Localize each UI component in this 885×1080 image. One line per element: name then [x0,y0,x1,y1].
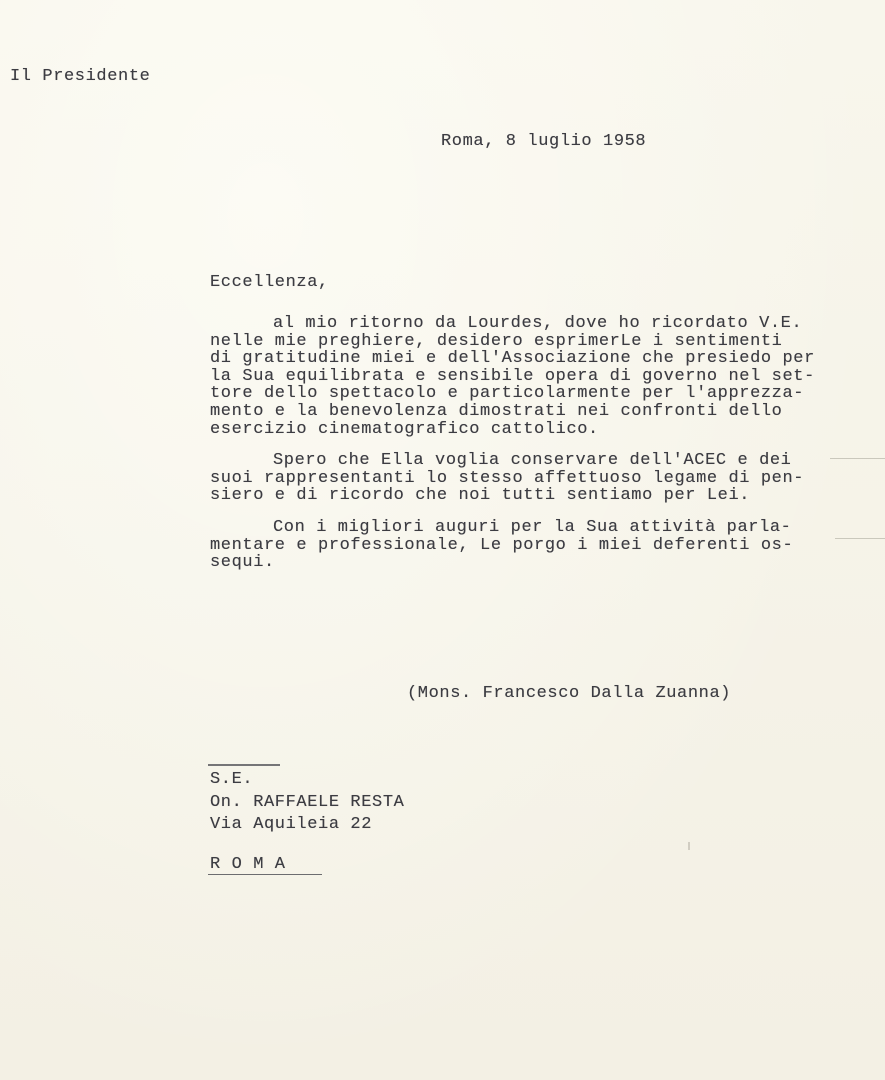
paragraph-gap [210,505,815,519]
recipient-city: R O M A [210,855,286,874]
body-line: mentare e professionale, Le porgo i miei deferenti os- [210,535,794,555]
salutation: Eccellenza, [210,273,329,292]
body-line: tore dello spettacolo e particolarmente per l'apprezza- [210,384,805,404]
recipient-name: On. RAFFAELE RESTA [210,793,405,812]
paper-speck [688,842,690,850]
body-line: mento e la benevolenza dimostrati nei confronti dello [210,401,783,421]
body-line: al mio ritorno da Lourdes, dove ho ricordato V.E. [273,314,803,333]
city-underline [208,874,322,875]
margin-mark [830,458,885,459]
body-line: Spero che Ella voglia conservare dell'ACEC e dei [273,451,792,471]
body-line: la Sua equilibrata e sensibile opera di governo nel set- [210,366,815,386]
body-line: siero e di ricordo che noi tutti sentiamo per Lei. [210,486,751,506]
body-line: Con i migliori auguri per la Sua attività parla- [273,517,792,537]
letter-body [210,315,815,572]
recipient-honorific: S.E. [210,770,254,789]
body-line: sequi. [210,553,275,573]
dateline: Roma, 8 luglio 1958 [441,132,647,151]
body-line: suoi rappresentanti lo stesso affettuoso legame di pen- [210,468,805,488]
sender-title: Il Presidente [10,67,151,86]
signature: (Mons. Francesco Dalla Zuanna) [407,684,732,703]
paragraph-gap [210,438,815,452]
margin-mark [835,538,885,539]
body-line: nelle mie preghiere, desidero esprimerLe i sentimenti [210,331,783,351]
body-line: esercizio cinematografico cattolico. [210,419,599,439]
body-line: di gratitudine miei e dell'Associazione che presiedo per [210,349,815,369]
address-rule [208,764,280,766]
recipient-street: Via Aquileia 22 [210,815,373,834]
